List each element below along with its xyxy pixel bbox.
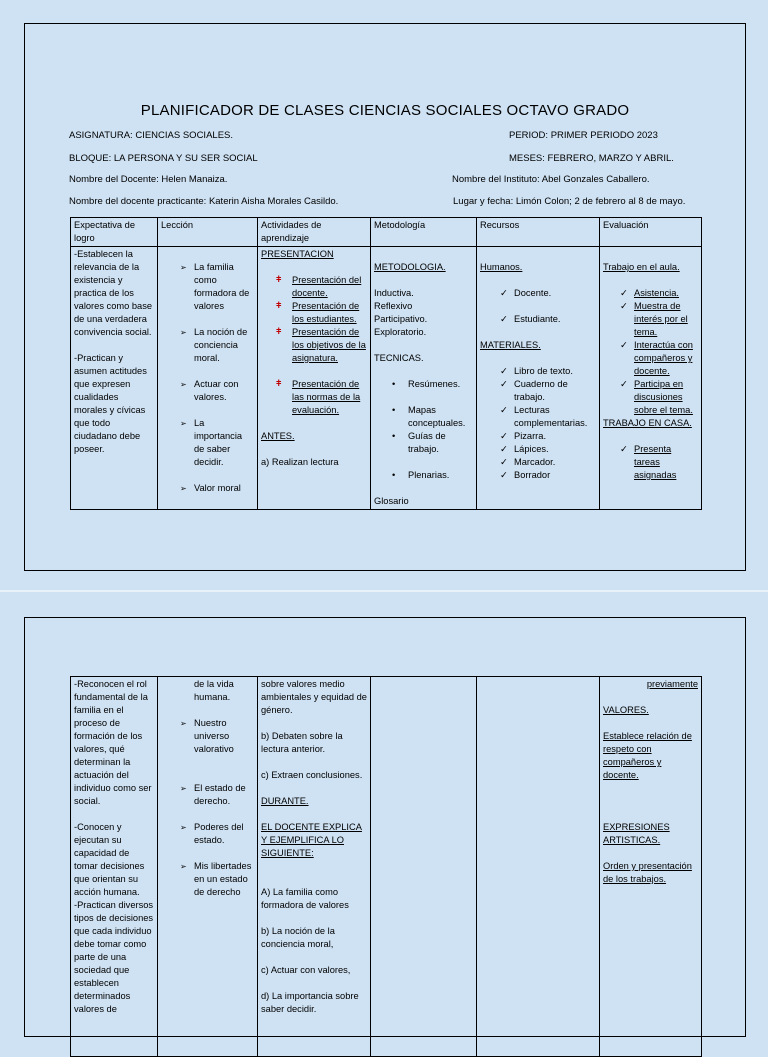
expectativa-cell: [71, 677, 158, 1057]
list-item: ǂ Presentación de los objetivos de la asignatura.: [276, 326, 366, 363]
checkmark-icon: ✓: [500, 431, 508, 441]
expresiones-heading: EXPRESIONES ARTISTICAS.: [603, 822, 670, 845]
recursos-cell: [477, 247, 600, 510]
metodologia-line: Exploratorio.: [374, 327, 427, 337]
list-item: ✓ Lápices.: [500, 444, 549, 454]
explica-item: d) La importancia sobre saber decidir.: [261, 991, 359, 1014]
list-item: ✓ Borrador: [500, 470, 551, 480]
actividad-a-continued: sobre valores medio ambientales y equidad de género.: [261, 679, 367, 715]
arrow-bullet-icon: ➢: [180, 862, 187, 871]
header-recursos: Recursos: [477, 218, 600, 247]
list-item: ǂ Presentación del docente.: [276, 274, 362, 298]
list-item: ǂ Presentación de las normas de la evaluación.: [276, 378, 361, 415]
header-actividades: Actividades de aprendizaje: [258, 218, 371, 247]
arrow-bullet-icon: ➢: [180, 484, 187, 493]
list-item: ✓ Interactúa con compañeros y docente.: [620, 340, 693, 376]
checkmark-icon: ✓: [500, 444, 508, 454]
bullet-icon: •: [392, 431, 396, 441]
planning-table-continued: [70, 676, 702, 1057]
valores-text: Establece relación de respeto con compañeros y docente.: [603, 731, 692, 780]
periodo-field: PERIOD: PRIMER PERIODO 2023: [509, 130, 658, 141]
checkmark-icon: ✓: [500, 405, 508, 415]
docente-explica-heading: EL DOCENTE EXPLICA Y EJEMPLIFICA LO SIGUIENTE:: [261, 822, 362, 858]
metodologia-line: Participativo.: [374, 314, 428, 324]
list-item: ➢ La familia como formadora de valores: [180, 262, 250, 311]
recursos-cell: [477, 677, 600, 1057]
metodologia-cell: [371, 247, 477, 510]
list-item: ✓ Cuaderno de trabajo.: [500, 379, 568, 402]
evaluacion-continued: previamente: [646, 679, 698, 689]
checkmark-icon: ✓: [500, 470, 508, 480]
lugar-fecha-field: Lugar y fecha: Limón Colon; 2 de febrero al 8 de mayo.: [453, 196, 686, 207]
leccion-list: [158, 717, 254, 899]
trabajo-aula-heading: Trabajo en el aula.: [603, 262, 680, 272]
expectativa-text-4: -Conocen y ejecutan su capacidad de tomar decisiones que orientan su acción humana.: [74, 822, 145, 897]
table-header-row: [71, 218, 702, 247]
checkmark-icon: ✓: [500, 366, 508, 376]
checkmark-icon: ✓: [500, 314, 508, 324]
header-leccion: Lección: [158, 218, 258, 247]
list-item: ➢ La importancia de saber decidir.: [180, 418, 243, 467]
presentacion-heading: PRESENTACION: [261, 249, 334, 259]
arrow-bullet-icon: ➢: [180, 380, 187, 389]
leccion-cell: [158, 247, 258, 510]
explica-item: b) La noción de la conciencia moral,: [261, 926, 335, 949]
list-item: ➢ Mis libertades en un estado de derecho: [180, 861, 252, 897]
list-item: ➢ El estado de derecho.: [180, 783, 246, 806]
arrow-bullet-icon: ➢: [180, 328, 187, 337]
arrow-bullet-icon: ➢: [180, 263, 187, 272]
metodologia-cell: [371, 677, 477, 1057]
expectativa-text-1: -Establecen la relevancia de la existencia y practica de los valores como base de una verdadera convivencia social.: [74, 249, 153, 337]
expectativa-text-3: -Reconocen el rol fundamental de la familia en el proceso de formación de los valores, qué determinan la actuación del individuo como ser social.: [74, 679, 152, 806]
bullet-icon: •: [392, 405, 396, 415]
evaluacion-list: [600, 287, 698, 417]
trabajo-casa-heading: TRABAJO EN CASA.: [603, 418, 692, 428]
list-item: ✓ Presenta tareas asignadas: [620, 444, 677, 480]
orden-text: Orden y presentación de los trabajos.: [603, 861, 692, 884]
metodologia-line: Reflexivo: [374, 301, 413, 311]
list-item: • Resúmenes.: [392, 379, 461, 389]
glosario-label: Glosario: [374, 496, 409, 506]
list-item: • Guías de trabajo.: [392, 431, 446, 454]
actividad-b: b) Debaten sobre la lectura anterior.: [261, 731, 343, 754]
metodologia-heading: METODOLOGIA.: [374, 262, 446, 272]
expectativa-text-2: -Practican y asumen actitudes que expresen cualidades morales y cívicas que todo ciudadano debe poseer.: [74, 353, 147, 454]
materiales-list: [480, 365, 596, 482]
actividad-a: a) Realizan lectura: [261, 457, 339, 467]
evaluacion-cell: [600, 247, 702, 510]
list-item: ➢ Valor moral: [180, 483, 241, 493]
tecnicas-heading: TECNICAS.: [374, 353, 424, 363]
practicante-field: Nombre del docente practicante: Katerin Aisha Morales Casildo.: [69, 196, 339, 207]
header-evaluacion: Evaluación: [600, 218, 702, 247]
presentacion-list: [258, 274, 367, 417]
antes-heading: ANTES.: [261, 431, 295, 441]
list-item: ✓ Pizarra.: [500, 431, 547, 441]
list-item: ✓ Muestra de interés por el tema.: [620, 301, 688, 337]
humanos-list: [480, 287, 596, 326]
docente-field: Nombre del Docente: Helen Manaiza.: [69, 174, 228, 185]
materiales-heading: MATERIALES.: [480, 340, 541, 350]
page-separator: [0, 590, 768, 592]
leccion-list: [158, 261, 254, 495]
explica-item: A) La familia como formadora de valores: [261, 887, 349, 910]
header-metodologia: Metodología: [371, 218, 477, 247]
bullet-icon: •: [392, 379, 396, 389]
pin-bullet-icon: ǂ: [276, 326, 282, 336]
table-row: [71, 677, 702, 1057]
pin-bullet-icon: ǂ: [276, 300, 282, 310]
explica-item: c) Actuar con valores,: [261, 965, 351, 975]
checkmark-icon: ✓: [500, 288, 508, 298]
document-page-2: [24, 617, 746, 1037]
list-item: ✓ Docente.: [500, 288, 552, 298]
list-item: • Plenarias.: [392, 470, 450, 480]
pin-bullet-icon: ǂ: [276, 378, 282, 388]
checkmark-icon: ✓: [620, 340, 628, 350]
page-title: PLANIFICADOR DE CLASES CIENCIAS SOCIALES OCTAVO GRADO: [140, 102, 630, 119]
list-item: ➢ Actuar con valores.: [180, 379, 239, 402]
list-item: ➢ La noción de conciencia moral.: [180, 327, 248, 363]
humanos-heading: Humanos.: [480, 262, 523, 272]
list-item: ➢ Poderes del estado.: [180, 822, 244, 845]
expectativa-text-5: -Practican diversos tipos de decisiones que cada individuo debe tomar como parte de una sociedad que establecen determinados valores de: [74, 900, 154, 1014]
instituto-field: Nombre del Instituto: Abel Gonzales Caballero.: [452, 174, 650, 185]
list-item: ➢ Nuestro universo valorativo: [180, 718, 234, 754]
checkmark-icon: ✓: [500, 379, 508, 389]
pin-bullet-icon: ǂ: [276, 274, 282, 284]
casa-list: [600, 443, 698, 482]
bloque-field: BLOQUE: LA PERSONA Y SU SER SOCIAL: [69, 153, 258, 164]
planning-table: [70, 217, 702, 510]
arrow-bullet-icon: ➢: [180, 784, 187, 793]
metodologia-line: Inductiva.: [374, 288, 414, 298]
valores-heading: VALORES.: [603, 705, 649, 715]
bullet-icon: •: [392, 470, 396, 480]
leccion-continued: de la vida humana.: [194, 679, 234, 702]
list-item: ✓ Estudiante.: [500, 314, 561, 324]
durante-heading: DURANTE.: [261, 796, 309, 806]
asignatura-field: ASIGNATURA: CIENCIAS SOCIALES.: [69, 130, 234, 141]
checkmark-icon: ✓: [620, 379, 628, 389]
list-item: ✓ Participa en discusiones sobre el tema.: [620, 379, 693, 415]
expectativa-cell: [71, 247, 158, 510]
arrow-bullet-icon: ➢: [180, 719, 187, 728]
checkmark-icon: ✓: [500, 457, 508, 467]
arrow-bullet-icon: ➢: [180, 419, 187, 428]
arrow-bullet-icon: ➢: [180, 823, 187, 832]
list-item: ✓ Libro de texto.: [500, 366, 573, 376]
meses-field: MESES: FEBRERO, MARZO Y ABRIL.: [509, 153, 674, 164]
checkmark-icon: ✓: [620, 444, 628, 454]
checkmark-icon: ✓: [620, 301, 628, 311]
list-item: ✓ Asistencia.: [620, 288, 679, 298]
list-item: • Mapas conceptuales.: [392, 405, 466, 428]
actividades-cell: [258, 247, 371, 510]
list-item: ✓ Marcador.: [500, 457, 556, 467]
list-item: ✓ Lecturas complementarias.: [500, 405, 588, 428]
document-page-1: [24, 23, 746, 571]
leccion-cell: [158, 677, 258, 1057]
table-row: [71, 247, 702, 510]
actividades-cell: [258, 677, 371, 1057]
list-item: ǂ Presentación de los estudiantes.: [276, 300, 360, 324]
tecnicas-list: [374, 378, 473, 482]
evaluacion-cell: [600, 677, 702, 1057]
header-expectativa: Expectativa de logro: [71, 218, 158, 247]
actividad-c: c) Extraen conclusiones.: [261, 770, 363, 780]
checkmark-icon: ✓: [620, 288, 628, 298]
